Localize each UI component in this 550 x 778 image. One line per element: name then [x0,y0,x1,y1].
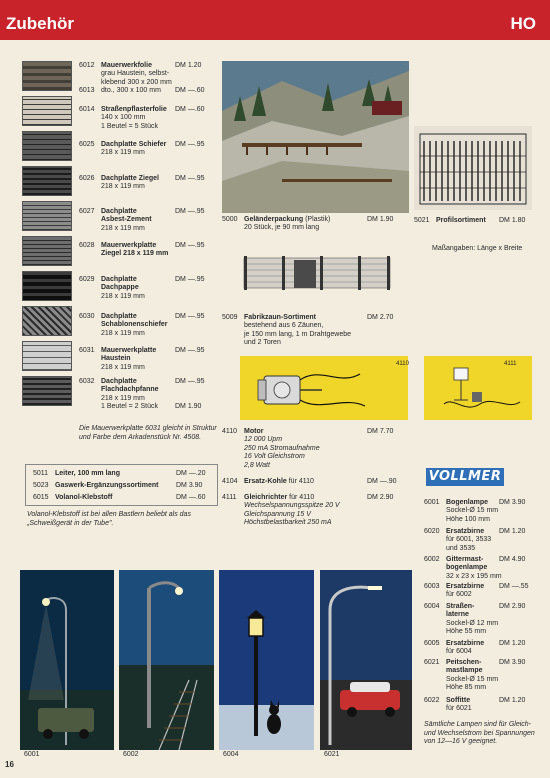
photo-6002 [119,570,214,750]
item-line: 32 x 23 x 195 mm [446,572,502,580]
swatch-schablonenschiefer [22,306,72,336]
item-line: 250 mA Stromaufnahme [244,444,320,452]
item-number: 6014 [79,106,95,113]
item-price: DM 1.20 [175,62,202,69]
item-title: Ersatz-Kohle [244,478,287,485]
fence-photo [242,250,392,296]
item-number: 5000 [222,216,238,223]
item-price: DM —.60 [176,494,206,501]
item-price: DM —.55 [499,583,529,590]
item-number: 6015 [33,494,49,501]
item-number: 5009 [222,314,238,321]
item-title: Asbest-Zement [101,216,152,224]
item-number: 6005 [424,640,440,647]
item-title: Dachplatte [101,313,137,320]
item-price: DM —.95 [175,313,205,320]
item-title: Dachplatte Ziegel [101,175,159,182]
item-line: dto., 300 x 100 mm [101,87,161,94]
item-title: Ersatzbirne [446,640,485,647]
item-price: DM 2.90 [367,494,394,501]
item-number: 6020 [424,528,440,535]
item-number: 5023 [33,482,49,489]
item-line: 218 x 119 mm [101,363,145,371]
item-price: DM 3.90 [176,482,203,489]
item-price: DM —.95 [175,208,205,215]
item-line: und 3535 [446,544,476,552]
item-line: 140 x 100 mm [101,114,146,122]
item-number: 4111 [222,494,237,501]
item-number: 6029 [79,276,95,283]
item-line: Sockel-Ø 15 mm [446,675,499,683]
item-line: 20 Stück, je 90 mm lang [244,224,320,232]
profil-photo [414,126,532,210]
item-line: Gleichspannung 15 V [244,510,311,518]
item-title: Flachdachpfanne [101,386,159,394]
item-title-suffix: für 4110 [286,478,314,485]
item-title: laterne [446,611,469,619]
item-price: DM 2.90 [499,603,526,610]
item-title: Bogenlampe [446,499,489,506]
item-number: 6004 [424,603,440,610]
item-number: 6012 [79,62,95,69]
swatch-schiefer [22,131,72,161]
item-line: 16 Volt Gleichstrom [244,453,305,461]
page-header [0,0,550,40]
photo-label-6002: 6002 [123,751,139,758]
item-number: 6001 [424,499,440,506]
item-line: 218 x 119 mm [101,329,145,337]
item-title: Dachplatte [101,276,137,283]
item-title: Volanol-Klebstoff [55,494,113,501]
item-price: DM —.95 [175,175,205,182]
item-title: Dachplatte Schiefer [101,141,167,148]
item-line: bestehend aus 6 Zäunen, [244,322,324,330]
lamps-note: Sämtliche Lampen sind für Gleich- und Wechselstrom bei Spannungen von 12—16 V geeignet. [424,721,535,746]
item-number: 6031 [79,347,95,354]
item-number: 6022 [424,697,440,704]
item-line: 218 x 119 mm [101,224,145,232]
item-price: DM —.60 [175,87,205,94]
item-price: DM 1.90 [175,403,202,410]
item-price: DM —.95 [175,141,205,148]
item-price: DM —.95 [175,242,205,249]
item-title: Peitschen- [446,659,482,666]
item-title: Mauerwerkplatte [101,242,157,249]
item-price: DM —.95 [175,347,205,354]
swatch-mauer-ziegel [22,236,72,266]
item-price: DM 7.70 [367,428,394,435]
item-line: Sockel-Ø 15 mm [446,507,499,515]
item-number: 6025 [79,141,95,148]
item-title-suffix: (Plastik) [303,216,331,223]
item-title: Soffitte [446,697,471,704]
item-number: 5011 [33,470,49,477]
item-line: für 6002 [446,591,472,599]
item-line: für 6021 [446,705,472,713]
swatch-strassenpflaster [22,96,72,126]
vollmer-logo [426,468,504,486]
item-line: Wechselspannungsspitze 20 V [244,502,340,510]
item-line: grau Haustein, selbst- [101,70,170,78]
item-price: DM —.95 [175,378,205,385]
item-title: Haustein [101,355,131,363]
item-number: 6002 [424,556,440,563]
item-price: DM 4.90 [499,556,526,563]
item-price: DM 1.20 [499,640,526,647]
item-number: 6003 [424,583,440,590]
item-price: DM 1.80 [499,217,526,224]
swatch-ziegel [22,166,72,196]
item-line: für 6001, 3533 [446,536,492,544]
item-price: DM 2.70 [367,314,394,321]
item-line: je 150 mm lang, 1 m Drahtgewebe [244,330,351,338]
item-price: DM —.60 [175,106,205,113]
item-title: Dachplatte [101,378,137,385]
photo-label-6001: 6001 [24,751,40,758]
item-line: und 2 Toren [244,339,281,347]
item-number: 6027 [79,208,95,215]
mauerwerk-note: Die Mauerwerkplatte 6031 gleicht in Struktur und Farbe dem Arkadenstück Nr. 4508. [79,425,217,441]
swatch-asbest [22,201,72,231]
item-title-suffix: für 4110 [287,494,315,501]
photo-6004 [219,570,314,750]
motor-image [240,356,408,420]
item-line: 1 Beutel = 5 Stück [101,122,159,130]
item-title: Dachplatte [101,208,137,215]
item-line: 12 000 Upm [244,436,283,444]
page-title: Zubehör [6,14,74,33]
massangaben-note: Maßangaben: Länge x Breite [432,245,523,252]
photo-label-6021: 6021 [324,751,340,758]
swatch-haustein [22,341,72,371]
item-title: Profilsortiment [436,217,486,224]
item-line: 218 x 119 mm [101,149,145,157]
item-title: Ersatzbirne [446,583,485,590]
brand-name: VOLLMER [428,469,502,484]
item-title: Schablonenschiefer [101,321,168,329]
item-price: DM 3.90 [499,499,526,506]
photo-6021 [320,570,412,750]
item-title: Motor [244,428,264,435]
item-line: für 6004 [446,648,472,656]
item-number: 4104 [222,478,238,485]
scale-label: HO [510,14,536,33]
item-price: DM —.95 [175,276,205,283]
rectifier-image-label: 4111 [504,361,517,367]
item-title: Gleichrichter [244,494,288,501]
swatch-mauerwerkfolie [22,61,72,91]
page-number: 16 [5,760,14,769]
item-line: 1 Beutel = 2 Stück [101,403,159,411]
item-line: Sockel-Ø 12 mm [446,619,499,627]
item-price: DM 3.90 [499,659,526,666]
item-title: Gaswerk-Ergänzungssortiment [55,482,159,489]
volanol-note: Volanol-Klebstoff ist bei allen Bastlern beliebt als das „Schweißgerät in der Tube". [27,511,191,527]
item-number: 6032 [79,378,95,385]
item-price: DM 1.90 [367,216,394,223]
item-title: Mauerwerkfolie [101,62,152,69]
item-title: Dachpappe [101,284,139,292]
item-line: 2,8 Watt [244,461,270,469]
item-title: bogenlampe [446,564,488,572]
item-line: 218 x 119 mm [101,292,145,300]
landscape-photo [222,61,409,213]
item-title: Gittermast- [446,556,484,563]
item-line: Ziegel 218 x 119 mm [101,250,169,258]
swatch-dachpappe [22,271,72,301]
item-price: DM —.90 [367,478,397,485]
item-number: 6013 [79,87,95,94]
item-line: Höchstbelastbarkeit 250 mA [244,519,332,527]
photo-6001 [20,570,114,750]
item-price: DM 1.20 [499,528,526,535]
swatch-flachdachpfanne [22,376,72,406]
item-number: 6021 [424,659,440,666]
item-line: klebend 300 x 200 mm [101,78,172,86]
item-number: 6030 [79,313,95,320]
item-title: Mauerwerkplatte [101,347,157,354]
item-line: 218 x 119 mm [101,183,145,191]
item-price: DM —.20 [176,470,206,477]
item-title: Fabrikzaun-Sortiment [244,314,316,321]
item-title: Straßenpflasterfolie [101,106,167,113]
item-title: Ersatzbirne [446,528,485,535]
item-number: 4110 [222,428,238,435]
item-title: mastlampe [446,667,483,675]
motor-image-label: 4110 [396,361,409,367]
item-line: Höhe 55 mm [446,628,487,636]
item-line: 218 x 119 mm [101,394,145,402]
item-line: Höhe 85 mm [446,684,487,692]
photo-label-6004: 6004 [223,751,239,758]
item-line: Höhe 100 mm [446,515,490,523]
item-number: 5021 [414,217,430,224]
item-price: DM 1.20 [499,697,526,704]
item-number: 6026 [79,175,95,182]
item-number: 6028 [79,242,95,249]
item-title: Leiter, 100 mm lang [55,470,120,477]
item-title: Straßen- [446,603,475,610]
item-title: Geländerpackung [244,216,304,223]
